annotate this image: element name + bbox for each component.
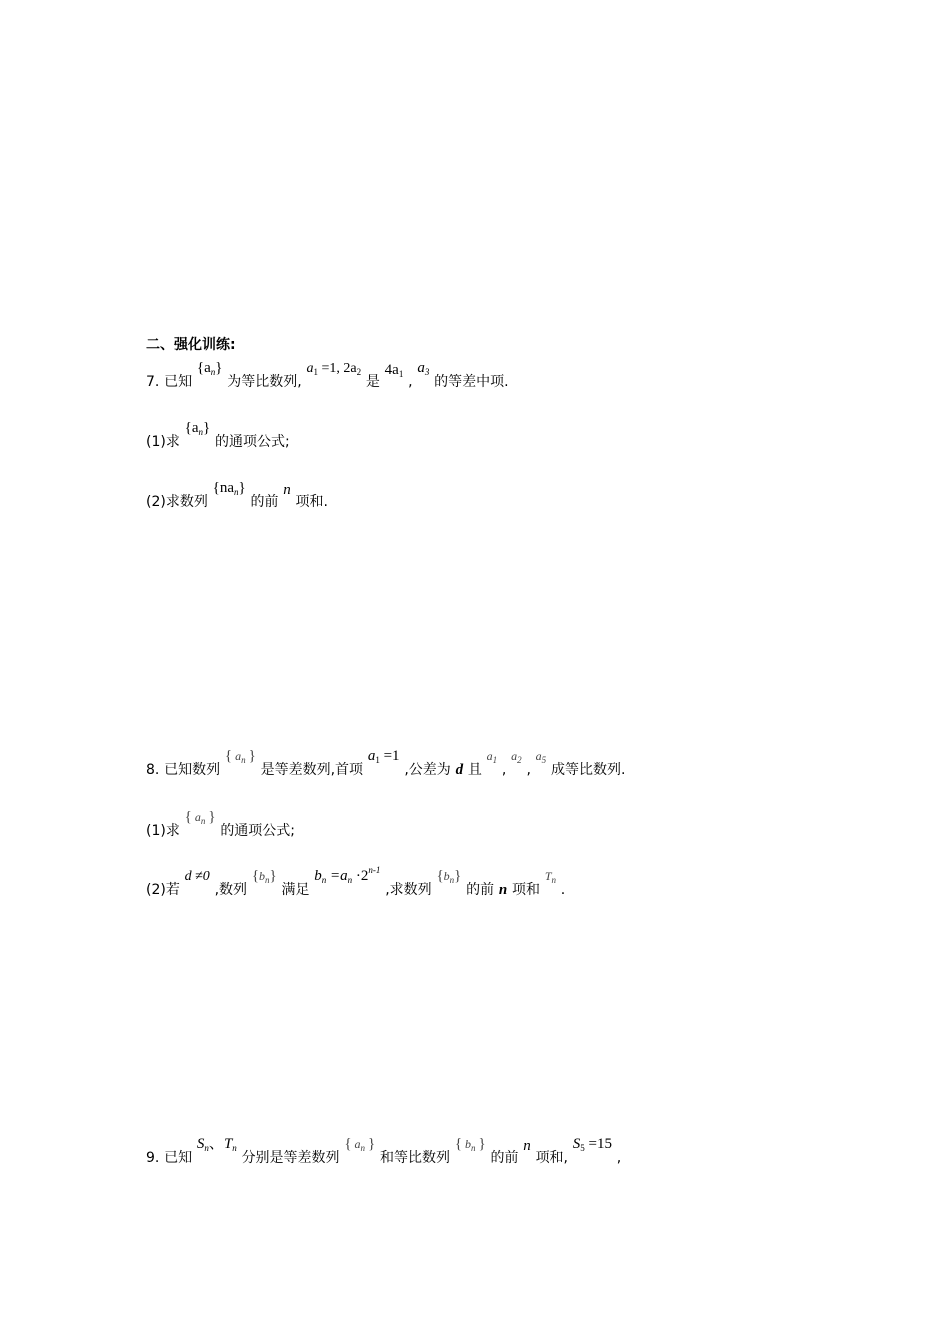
q8-bn-formula: $b_n =a_n \cdot 2^{n-1}$ (314, 865, 381, 885)
q7-term-4a1: $4a_1$ (384, 362, 404, 379)
q9-s5-value: $S_5 =15$ (572, 1136, 613, 1153)
q8-stem: 8. 已知数列 $^{\{ a_n \}}$ 是等差数列,首项 $a_1 =1$ ,公差为 d 且 $^{a_1}$ , $^{a_2}$ , $^{a_5}$ 成等比数列. (146, 748, 626, 778)
q7-part2: (2)求数列 $\{na_n\}$ 的前 n 项和. (146, 480, 328, 510)
q7-stem: 7. 已知 $\{a_n\}$ 为等比数列, $a_1 =1$, $2a_2$ 是 $4a_1$ , $a_3$ 的等差中项. (146, 360, 509, 390)
q7-part1-sequence: $\{a_n\}$ (184, 420, 211, 437)
q8-part1: (1)求 $^{\{ a_n \}}$ 的通项公式; (146, 809, 296, 839)
section-heading: 二、强化训练: (146, 337, 236, 353)
q8-first-term: $a_1 =1$ (367, 748, 400, 765)
q7-number: 7. (146, 374, 160, 390)
q7-part1: (1)求 $\{a_n\}$ 的通项公式; (146, 420, 290, 450)
q8-number: 8. (146, 762, 160, 778)
q9-stem: 9. 已知 $S_n$、$T_n$ 分别是等差数列 $^{\{ a_n \}}$ 和等比数列 $^{\{ b_n \}}$ 的前 n 项和, $S_5 =15$ , (146, 1136, 622, 1166)
q7-condition-a1-2a2: $a_1 =1$, $2a_2$ (306, 361, 362, 377)
q9-number: 9. (146, 1150, 160, 1166)
q8-sequence-an: { an } (224, 748, 256, 765)
q8-part2: (2)若 d ≠0 ,数列 $^{\{b_n\}}$ 满足 $b_n =a_n \cdot 2^{n-1}$ ,求数列 $^{\{b_n\}}$ 的前 n 项和 $^{T_n}$ . (146, 865, 566, 898)
q7-term-a3: $a_3$ (417, 360, 430, 377)
q7-sequence-an: $\{a_n\}$ (196, 360, 223, 377)
q7-part2-sequence: $\{na_n\}$ (212, 480, 246, 497)
q8-part1-sequence: { an } (184, 809, 216, 826)
